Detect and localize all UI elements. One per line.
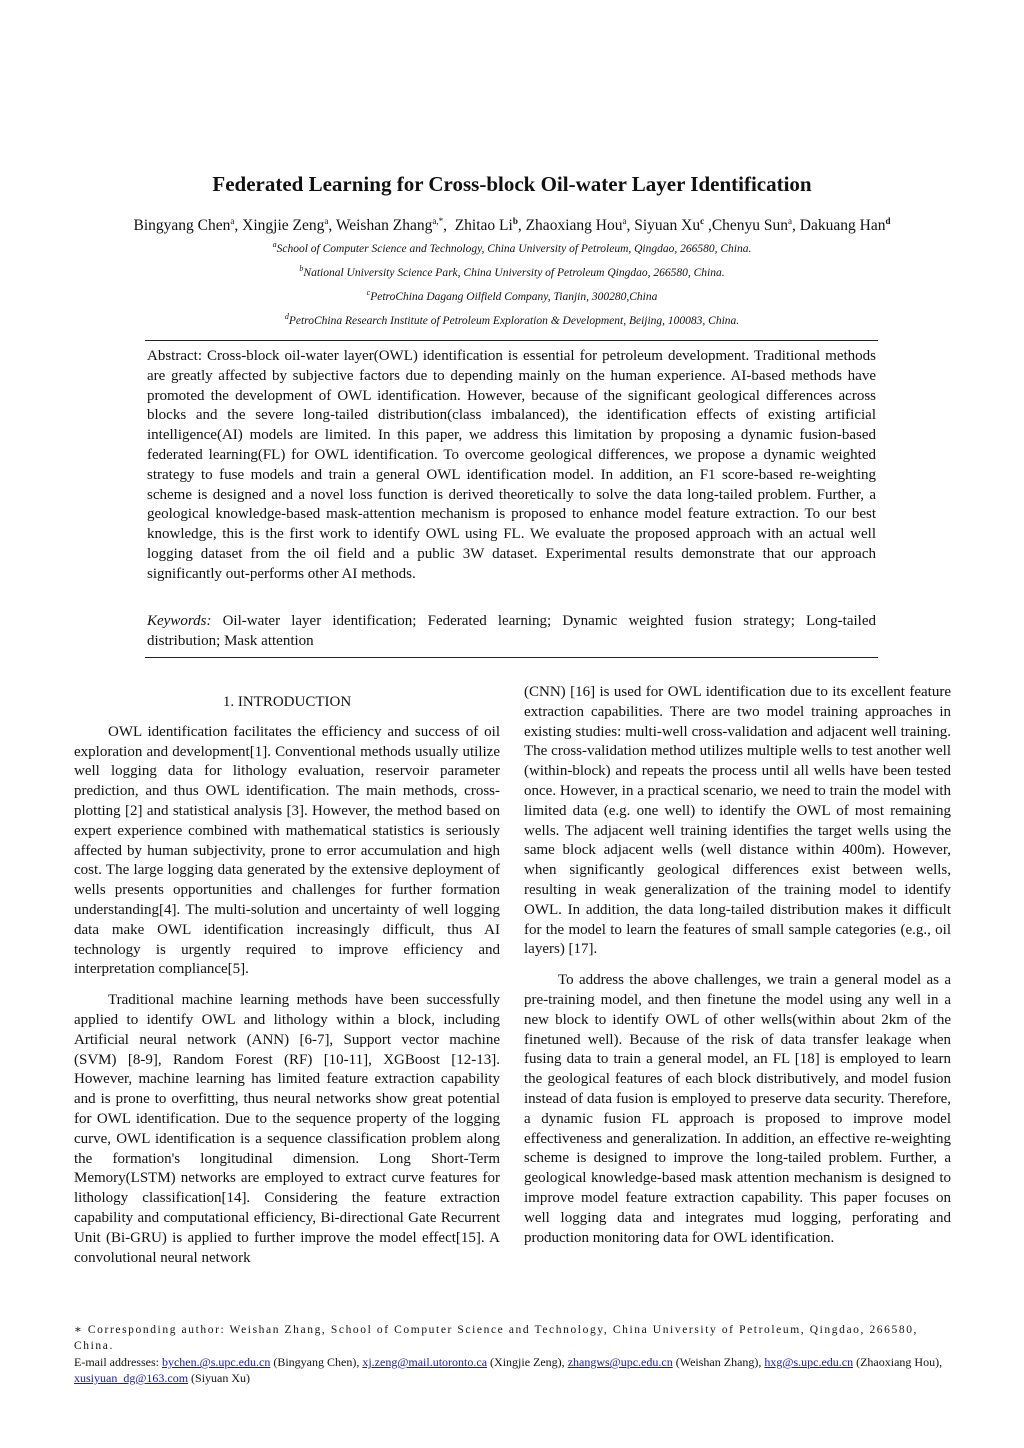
author: Dakuang Han$^d$ [799,216,891,235]
keywords: Keywords: Oil-water layer identification; Federated learning; Dynamic weighted fusion strategy; Long-tailed distribution; Mask attention [147,613,876,649]
email-link[interactable]: bychen.@s.upc.edu.cn [161,1355,271,1369]
author-list: Bingyang Chen$^a$, Xingjie Zeng$^a$, Weishan Zhang$^{a,*}$, Zhitao Li$^b$, Zhaoxiang Hou$^a$, Siyuan Xu$^c$ ,Chenyu Sun$^a$, Dakuang Han$^d$ [133,216,891,235]
body-paragraph: To address the above challenges, we train a general model as a pre-training model, and then finetune the model using any well in a new block to identify OWL of other wells(within about 2km of the finetuned well). Because of the risk of data transfer leakage when fusing data to train a general model, an FL [18] is employed to learn the geological features of each block distributively, and model fusion instead of data fusion is employed to preserve data security. Therefore, a dynamic fusion FL approach is proposed to improve model effectiveness and generalization. In addition, an effective re-weighting scheme is designed to improve the long-tailed problem. Further, a geological knowledge-based mask attention mechanism is designed to improve model feature extraction capability. This paper focuses on well logging data and integrates mud logging, perforating and production monitoring data for OWL identification. [524,972,951,1246]
author: Weishan Zhang$^{a,*}$ [335,216,444,235]
section-heading: 1. INTRODUCTION [222,694,352,710]
left-column [74,693,500,1268]
abstract-top-rule [145,340,878,341]
affiliation: $^d$PetroChina Research Institute of Petroleum Exploration & Development, Beijing, 100083, China. [284,312,740,327]
abstract-bottom-rule [145,657,878,658]
affiliation: $^b$National University Science Park, China University of Petroleum Qingdao, 266580, China. [299,264,725,279]
author: Chenyu Sun$^a$ [711,216,793,235]
affiliation: $^a$School of Computer Science and Technology, China University of Petroleum, Qingdao, 266580, China. [272,240,752,255]
author: Zhaoxiang Hou$^a$ [525,216,627,235]
body-paragraph: Traditional machine learning methods have been successfully applied to identify OWL and lithology within a block, including Artificial neural network (ANN) [6-7], Support vector machine (SVM) [8-9], Random Forest (RF) [10-11], XGBoost [12-13]. However, machine learning has limited feature extraction capability and is prone to overfitting, thus neural networks show great potential for OWL identification. Due to the sequence property of the logging curve, OWL identification is a sequence classification problem along the formation's longitudinal dimension. Long Short-Term Memory(LSTM) networks are employed to extract curve features for lithology classification[14]. Considering the feature extraction capability and computational efficiency, Bi-directional Gate Recurrent Unit (Bi-GRU) is applied to further improve the model effect[15]. A convolutional neural network [74,992,500,1266]
corresponding-author-note: ∗ Corresponding author: Weishan Zhang, School of Computer Science and Technology, China University of Petroleum, Qingdao, 266580, China. [74,1324,919,1352]
email-link[interactable]: xj.zeng@mail.utoronto.ca [362,1355,488,1369]
author: Bingyang Chen$^a$ [133,216,235,235]
email-link[interactable]: zhangws@upc.edu.cn [567,1355,673,1369]
author: Zhitao Li$^b$ [454,216,518,235]
body-paragraph: OWL identification facilitates the efficiency and success of oil exploration and development[1]. Conventional methods usually utilize well logging data for lithology evaluation, reservoir parameter prediction, and thus OWL identification. The main methods, cross-plotting [2] and statistical analysis [3]. However, the method based on expert experience combined with mathematical statistics is seriously affected by human subjectivity, prone to error accumulation and high cost. The large logging data generated by the extensive deployment of wells presents opportunities and challenges for further formation understanding[4]. The multi-solution and uncertainty of well logging data make OWL identification increasingly difficult, thus AI technology is urgently required to improve efficiency and interpretation compliance[5]. [74,723,500,978]
email-addresses: E-mail addresses: bychen.@s.upc.edu.cn (Bingyang Chen), xj.zeng@mail.utoronto.ca (Xingjie Zeng), zhangws@upc.edu.cn (Weishan Zhang), hxg@s.upc.edu.cn (Zhaoxiang Hou), xusiyuan_dg@163.com (Siyuan Xu) [74,1355,943,1385]
abstract: Abstract: Cross-block oil-water layer(OWL) identification is essential for petroleum development. Traditional methods are greatly affected by subjective factors due to depending mainly on the human experience. AI-based methods have promoted the development of OWL identification. However, because of the significant geological differences across blocks and the severe long-tailed distribution(class imbalanced), the identification effects of existing artificial intelligence(AI) models are limited. In this paper, we address this limitation by proposing a dynamic fusion-based federated learning(FL) for OWL identification. To overcome geological differences, we propose a dynamic weighted strategy to fuse models and train a general OWL identification model. In addition, an F1 score-based re-weighting scheme is designed and a novel loss function is derived theoretically to solve the data long-tailed problem. Further, a geological knowledge-based mask-attention mechanism is proposed to enhance model feature extraction. To our best knowledge, this is the first work to identify OWL using FL. We evaluate the proposed approach with an actual well logging dataset from the oil field and a public 3W dataset. Experimental results demonstrate that our approach significantly out-performs other AI methods. [147,348,876,582]
author: Siyuan Xu$^c$ [634,216,705,235]
body-paragraph: (CNN) [16] is used for OWL identification due to its excellent feature extraction capabilities. There are two model training approaches in existing studies: multi-well cross-validation and adjacent well training. The cross-validation method utilizes multiple wells to test another well (within-block) and repeats the process until all wells have been tested once. However, in a practical scenario, we need to train the model with limited data (e.g. one well) to identify the OWL of most remaining wells. The adjacent well training identifies the target wells using the same block adjacent wells (well distance within 400m). However, when significantly geological differences exist between wells, resulting in weak generalization of the training model to identify OWL. In addition, the data long-tailed distribution makes it difficult for the model to learn the features of small sample categories (e.g., oil layers) [17]. [524,684,951,958]
email-link[interactable]: xusiyuan_dg@163.com [74,1371,189,1385]
right-column [524,683,951,1248]
footnote [74,1322,954,1386]
author: Xingjie Zeng$^a$ [242,216,329,235]
email-link[interactable]: hxg@s.upc.edu.cn [764,1355,854,1369]
affiliation: $^c$PetroChina Dagang Oilfield Company, Tianjin, 300280,China [366,288,658,303]
paper-title: Federated Learning for Cross-block Oil-water Layer Identification [212,172,812,196]
